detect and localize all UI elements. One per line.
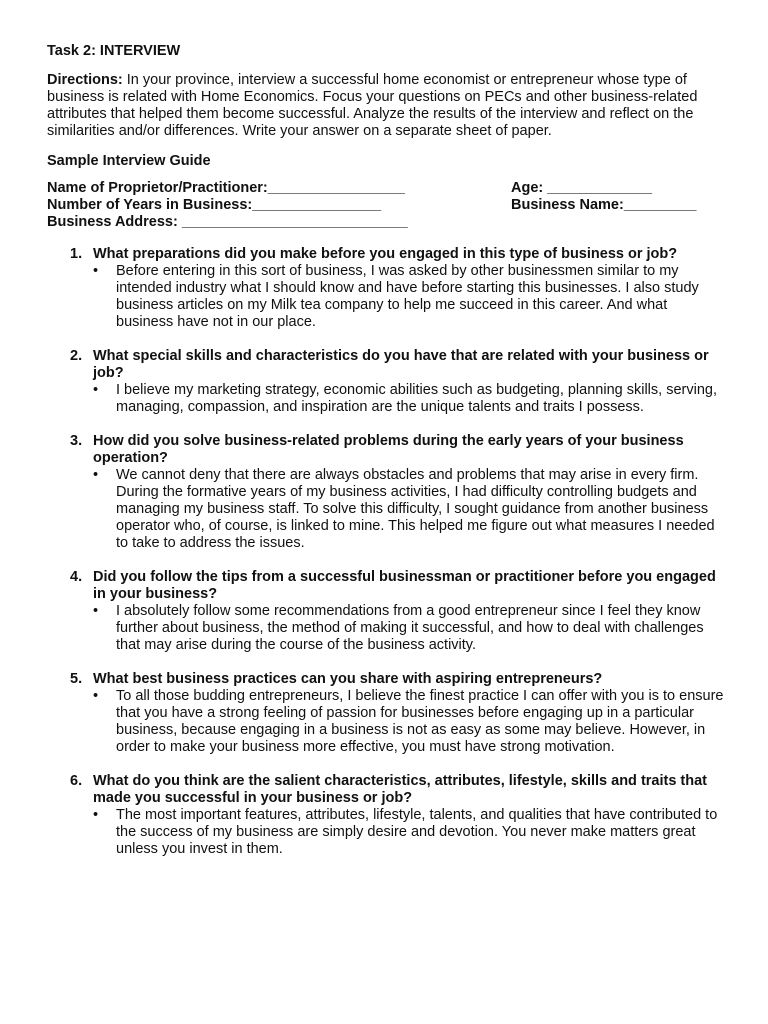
bullet-icon: • [93, 382, 99, 398]
field-row [47, 197, 727, 214]
directions-paragraph [47, 72, 727, 140]
address-field: Business Address: ____________________________ [47, 214, 408, 230]
question-item [47, 433, 727, 552]
answer-text: Before entering in this sort of business, I was asked by other businessmen similar to my intended industry what I should know and have before starting this businesses. I also study business articles on my Milk tea company to help me succeed in this career. And what business have not in our place. [116, 263, 699, 330]
answer-item [93, 382, 727, 416]
bullet-icon: • [93, 263, 99, 279]
directions-text: In your province, interview a successful home economist or entrepreneur whose type of business is related with Home Economics. Focus your questions on PECs and other business-related attributes that helped them become successful. Analyze the results of the interview and reflect on the similarities and/or differences. Write your answer on a separate sheet of paper. [47, 72, 698, 139]
answer-text: I believe my marketing strategy, economic abilities such as budgeting, planning skills, serving, managing, compassion, and inspiration are the unique talents and traits I possess. [116, 382, 717, 415]
question-item [47, 569, 727, 654]
years-field: Number of Years in Business:________________ [47, 197, 382, 213]
question-text: What special skills and characteristics do you have that are related with your business or job? [93, 348, 709, 381]
business-name-field: Business Name:_________ [511, 197, 697, 213]
field-row [47, 214, 727, 231]
task-title: Task 2: INTERVIEW [47, 43, 181, 59]
answer-text: To all those budding entrepreneurs, I believe the finest practice I can offer with you is to ensure that you have a strong feeling of passion for businesses before engaging up in a particular business, because engaging in a business is not as easy as some may believe. However, in order to make your business more effective, you must have strong motivation. [116, 688, 724, 755]
question-text: Did you follow the tips from a successful businessman or practitioner before you engaged in your business? [93, 569, 716, 602]
question-text: What do you think are the salient characteristics, attributes, lifestyle, skills and traits that made you successful in your business or job? [93, 773, 708, 806]
bullet-icon: • [93, 467, 99, 483]
proprietor-field: Name of Proprietor/Practitioner:_________________ [47, 180, 405, 196]
answer-item [93, 807, 727, 858]
question-item [47, 773, 727, 858]
question-number: 5. [70, 671, 83, 687]
question-item [47, 246, 727, 331]
interview-fields [47, 180, 727, 231]
question-text: What preparations did you make before you engaged in this type of business or job? [93, 246, 678, 262]
field-row [47, 180, 727, 197]
answer-item [93, 688, 727, 756]
answer-text: We cannot deny that there are always obstacles and problems that may arise in every firm. During the formative years of my business activities, I had difficulty controlling budgets and managing my business staff. To solve this difficulty, I sought guidance from another business operator who, of course, is linked to mine. This helped me figure out what measures I needed to take to address the issues. [116, 467, 715, 551]
question-number: 6. [70, 773, 83, 789]
answer-item [93, 467, 727, 552]
question-number: 1. [70, 246, 83, 262]
question-number: 4. [70, 569, 83, 585]
bullet-icon: • [93, 603, 99, 619]
answer-text: The most important features, attributes, lifestyle, talents, and qualities that have contributed to the success of my business are simply desire and devotion. You never make matters great unless you invest in them. [116, 807, 718, 857]
guide-title: Sample Interview Guide [47, 153, 211, 169]
question-list [47, 246, 727, 858]
age-field: Age: _____________ [511, 180, 653, 196]
question-number: 2. [70, 348, 83, 364]
answer-item [93, 603, 727, 654]
bullet-icon: • [93, 688, 99, 704]
answer-text: I absolutely follow some recommendations from a good entrepreneur since I feel they know further about business, the method of making it successful, and how to deal with challenges that may arise during the course of the business activity. [116, 603, 704, 653]
question-text: What best business practices can you share with aspiring entrepreneurs? [93, 671, 603, 687]
directions-label: Directions: [47, 72, 123, 88]
answer-item [93, 263, 727, 331]
question-number: 3. [70, 433, 83, 449]
document-page [47, 43, 727, 875]
question-item [47, 348, 727, 416]
question-item [47, 671, 727, 756]
question-text: How did you solve business-related problems during the early years of your business operation? [93, 433, 684, 466]
bullet-icon: • [93, 807, 99, 823]
